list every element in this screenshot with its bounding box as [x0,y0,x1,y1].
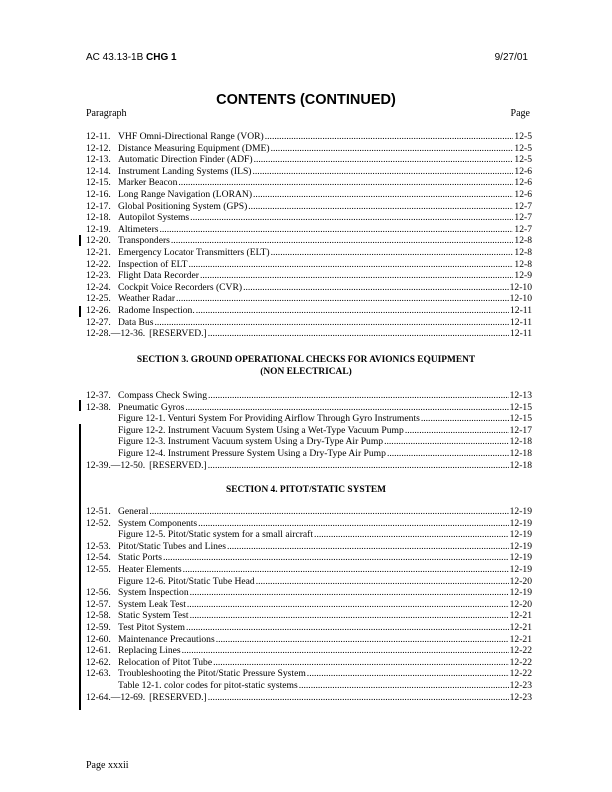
entry-title: Long Range Navigation (LORAN) [118,188,253,200]
dot-leader [248,201,513,213]
change-bar [79,400,81,411]
entry-page: 12-6 [514,177,532,189]
dot-leader [271,143,514,155]
entry-page: 12-22 [509,656,532,668]
toc-section-3 [86,390,532,471]
entry-title: Distance Measuring Equipment (DME) [118,142,270,154]
entry-title: Global Positioning System (GPS) [118,200,248,212]
entry-number: 12-53. [86,540,111,552]
entry-title: General [118,506,149,517]
entry-title: Figure 12-2. Instrument Vacuum System Using a Wet-Type Vacuum Pump [118,424,404,436]
entry-page: 12-10 [509,293,532,305]
entry-number: 12-22. [86,258,111,270]
toc-entry [86,680,532,692]
toc-entry [86,425,532,437]
entry-title: Figure 12-6. Pitot/Static Tube Head [118,575,255,587]
entry-page: 12-8 [514,258,532,270]
entry-indent [86,425,118,437]
entry-title: Cockpit Voice Recorders (CVR) [118,281,243,293]
entry-number: 12-12. [86,142,111,154]
dot-leader [163,552,509,564]
dot-leader [213,657,509,669]
dot-leader [256,576,509,588]
toc-entry [86,201,532,213]
entry-title: System Components [118,517,198,529]
entry-number: 12-21. [86,246,111,258]
toc-entry [86,668,532,680]
toc-entry [86,529,532,541]
column-header-page: Page [510,108,530,119]
entry-page: 12-13 [509,390,532,401]
entry-title: Pitot/Static Tubes and Lines [118,540,226,552]
toc-entry [86,390,532,402]
change-bar [79,235,81,246]
entry-page: 12-6 [514,188,532,200]
toc-entry [86,645,532,657]
toc-entry [86,413,532,425]
toc-entry [86,235,532,247]
entry-number: 12-56. [86,587,111,599]
toc-entry [86,293,532,305]
entry-indent [86,680,118,692]
dot-leader [178,177,513,189]
toc-entry [86,506,532,518]
dot-leader [183,564,509,576]
entry-indent [86,529,118,541]
entry-title: Marker Beacon [118,177,178,189]
dot-leader [216,634,509,646]
toc-entry [86,599,532,611]
dot-leader [196,305,509,317]
entry-title: Altimeters [118,223,159,235]
entry-number: 12-57. [86,598,111,610]
dot-leader [187,599,509,611]
entry-page: 12-10 [509,281,532,293]
entry-indent [86,448,118,460]
entry-number: 12-20. [86,235,111,247]
entry-number: 12-38. [86,401,111,413]
entry-page: 12-11 [509,316,532,328]
entry-page: 12-19 [509,587,532,599]
toc-entry [86,166,532,178]
entry-number: 12-25. [86,293,111,305]
entry-page: 12-5 [514,142,532,154]
entry-page: 12-7 [514,200,532,212]
change-bar [79,306,81,317]
dot-leader [384,436,509,448]
entry-title: Test Pitot System [118,621,186,633]
entry-title: Static Ports [118,552,162,564]
toc-entry [86,247,532,259]
dot-leader [208,390,509,402]
entry-number: 12-19. [86,223,111,235]
change-bar [79,424,81,710]
entry-page: 12-7 [514,212,532,224]
entry-number: 12-18. [86,212,111,224]
entry-number: 12-16. [86,188,111,200]
entry-page: 12-7 [514,223,532,235]
entry-title: Autopilot Systems [118,212,190,224]
entry-page: 12-19 [509,540,532,552]
entry-title: Figure 12-4. Instrument Pressure System Using a Dry-Type Air Pump [118,447,386,459]
entry-page: 12-21 [509,621,532,633]
entry-page: 12-6 [514,165,532,177]
change-number: CHG 1 [146,52,177,63]
dot-leader [190,610,509,622]
entry-page: 12-20 [509,598,532,610]
dot-leader [227,541,509,553]
dot-leader [271,247,514,259]
toc-entry [86,212,532,224]
toc-entry [86,305,532,317]
entry-page: 12-19 [509,563,532,575]
dot-leader [314,529,509,541]
entry-page: 12-23 [509,691,532,703]
toc-entry [86,552,532,564]
entry-number: 12-26. [86,304,111,316]
column-header-paragraph: Paragraph [86,108,127,119]
entry-page: 12-5 [514,131,532,142]
section-4-heading: SECTION 4. PITOT/STATIC SYSTEM [226,485,386,495]
toc-entry [86,622,532,634]
entry-number: 12-11. [86,131,111,142]
toc-entry [86,436,532,448]
toc-entry [86,317,532,329]
dot-leader [208,328,509,340]
entry-title: Automatic Direction Finder (ADF) [118,154,253,166]
entry-indent [86,576,118,588]
toc-entry [86,587,532,599]
dot-leader [421,413,509,425]
entry-number: 12-63. [86,668,111,680]
entry-title: Weather Radar [118,293,176,305]
toc-group-1 [86,131,532,340]
entry-page: 12-18 [509,436,532,448]
entry-title: Figure 12-3. Instrument Vacuum system Using a Dry-Type Air Pump [118,436,384,448]
dot-leader [243,282,509,294]
entry-page: 12-18 [509,459,532,471]
toc-section-4 [86,506,532,703]
toc-entry [86,576,532,588]
page-footer: Page xxxii [86,760,129,771]
entry-page: 12-18 [509,447,532,459]
dot-leader [190,212,513,224]
entry-page: 12-11 [509,328,532,340]
entry-title: System Leak Test [118,598,186,610]
entry-title: Flight Data Recorder [118,270,199,282]
dot-leader [154,317,509,329]
entry-page: 12-8 [514,235,532,247]
toc-entry [86,448,532,460]
entry-title: Pneumatic Gyros [118,401,185,413]
dot-leader [182,645,509,657]
entry-page: 12-21 [509,633,532,645]
entry-title: Radome Inspection. [118,304,195,316]
entry-title: Troubleshooting the Pitot/Static Pressure System [118,668,306,680]
dot-leader [198,518,508,530]
toc-entry [86,224,532,236]
entry-page: 12-15 [509,401,532,413]
entry-page: 12-22 [509,645,532,657]
entry-title: [RESERVED.] [149,459,207,471]
entry-title: VHF Omni-Directional Range (VOR) [118,131,264,142]
entry-title: Figure 12-5. Pitot/Static system for a small aircraft [118,529,314,541]
dot-leader [190,587,509,599]
entry-title: System Inspection [118,587,189,599]
entry-number: 12-15. [86,177,111,189]
toc-entry [86,177,532,189]
section-3-heading-line1: SECTION 3. GROUND OPERATIONAL CHECKS FOR AVIONICS EQUIPMENT [136,355,476,365]
entry-number: 12-27. [86,316,111,328]
entry-page: 12-22 [509,668,532,680]
dot-leader [265,131,514,143]
dot-leader [208,692,509,704]
entry-number: 12-59. [86,621,111,633]
entry-page: 12-11 [509,304,532,316]
dot-leader [254,154,514,166]
toc-entry [86,154,532,166]
entry-title: Data Bus [118,316,154,328]
entry-title: Transponders [118,235,170,247]
toc-entry [86,657,532,669]
entry-page: 12-8 [514,246,532,258]
toc-entry [86,259,532,271]
entry-number: 12-39.—12-50. [86,459,146,471]
dot-leader [176,293,509,305]
dot-leader [200,270,513,282]
toc-entry [86,518,532,530]
entry-number: 12-60. [86,633,111,645]
entry-number: 12-14. [86,165,111,177]
entry-number: 12-64.—12-69. [86,691,146,703]
entry-page: 12-19 [509,517,532,529]
doc-id: AC 43.13-1B [86,52,144,63]
dot-leader [160,224,514,236]
entry-title: Compass Check Swing [118,390,208,401]
entry-number: 12-55. [86,563,111,575]
entry-page: 12-19 [509,529,532,541]
section-3-heading-line2: (NON ELECTRICAL) [260,367,352,377]
section-3-heading [0,354,612,378]
entry-page: 12-19 [509,552,532,564]
toc-entry [86,189,532,201]
dot-leader [253,189,513,201]
entry-page: 12-9 [514,270,532,282]
dot-leader [208,460,509,472]
entry-number: 12-23. [86,270,111,282]
dot-leader [253,166,514,178]
entry-page: 12-21 [509,610,532,622]
entry-title: Instrument Landing Systems (ILS) [118,165,252,177]
toc-entry [86,564,532,576]
dot-leader [185,402,508,414]
entry-number: 12-52. [86,517,111,529]
dot-leader [387,448,509,460]
dot-leader [186,622,509,634]
entry-page: 12-5 [514,154,532,166]
toc-entry [86,143,532,155]
entry-page: 12-15 [509,413,532,425]
entry-title: Heater Elements [118,563,182,575]
dot-leader [299,680,509,692]
toc-entry [86,634,532,646]
entry-number: 12-54. [86,552,111,564]
dot-leader [171,235,514,247]
dot-leader [307,668,509,680]
entry-title: Relocation of Pitot Tube [118,656,213,668]
toc-entry [86,541,532,553]
toc-entry [86,270,532,282]
toc-entry [86,282,532,294]
entry-title: [RESERVED.] [149,691,207,703]
entry-title: Figure 12-1. Venturi System For Providing Airflow Through Gyro Instruments [118,413,420,425]
toc-entry [86,692,532,704]
entry-title: Maintenance Precautions [118,633,215,645]
entry-number: 12-58. [86,610,111,622]
entry-title: Replacing Lines [118,645,181,657]
toc-entry [86,131,532,143]
entry-page: 12-17 [509,424,532,436]
entry-title: Table 12-1. color codes for pitot-static systems [118,679,298,691]
entry-page: 12-20 [509,575,532,587]
running-header-left [86,52,177,63]
entry-number: 12-24. [86,281,111,293]
entry-title: [RESERVED.] [149,328,207,340]
entry-indent [86,436,118,448]
entry-number: 12-62. [86,656,111,668]
page-title: CONTENTS (CONTINUED) [216,92,396,108]
entry-number: 12-28.—12-36. [86,328,146,340]
entry-number: 12-37. [86,390,111,401]
entry-page: 12-19 [509,506,532,517]
entry-title: Static System Test [118,610,189,622]
dot-leader [405,425,509,437]
entry-title: Inspection of ELT [118,258,188,270]
entry-number: 12-61. [86,645,111,657]
entry-number: 12-13. [86,154,111,166]
toc-entry [86,460,532,472]
toc-entry [86,610,532,622]
toc-entry [86,328,532,340]
dot-leader [149,506,508,518]
header-date: 9/27/01 [494,52,528,63]
dot-leader [188,259,513,271]
entry-number: 12-17. [86,200,111,212]
entry-indent [86,413,118,425]
entry-number: 12-51. [86,506,111,517]
entry-page: 12-23 [509,679,532,691]
toc-entry [86,402,532,414]
entry-title: Emergency Locator Transmitters (ELT) [118,246,270,258]
